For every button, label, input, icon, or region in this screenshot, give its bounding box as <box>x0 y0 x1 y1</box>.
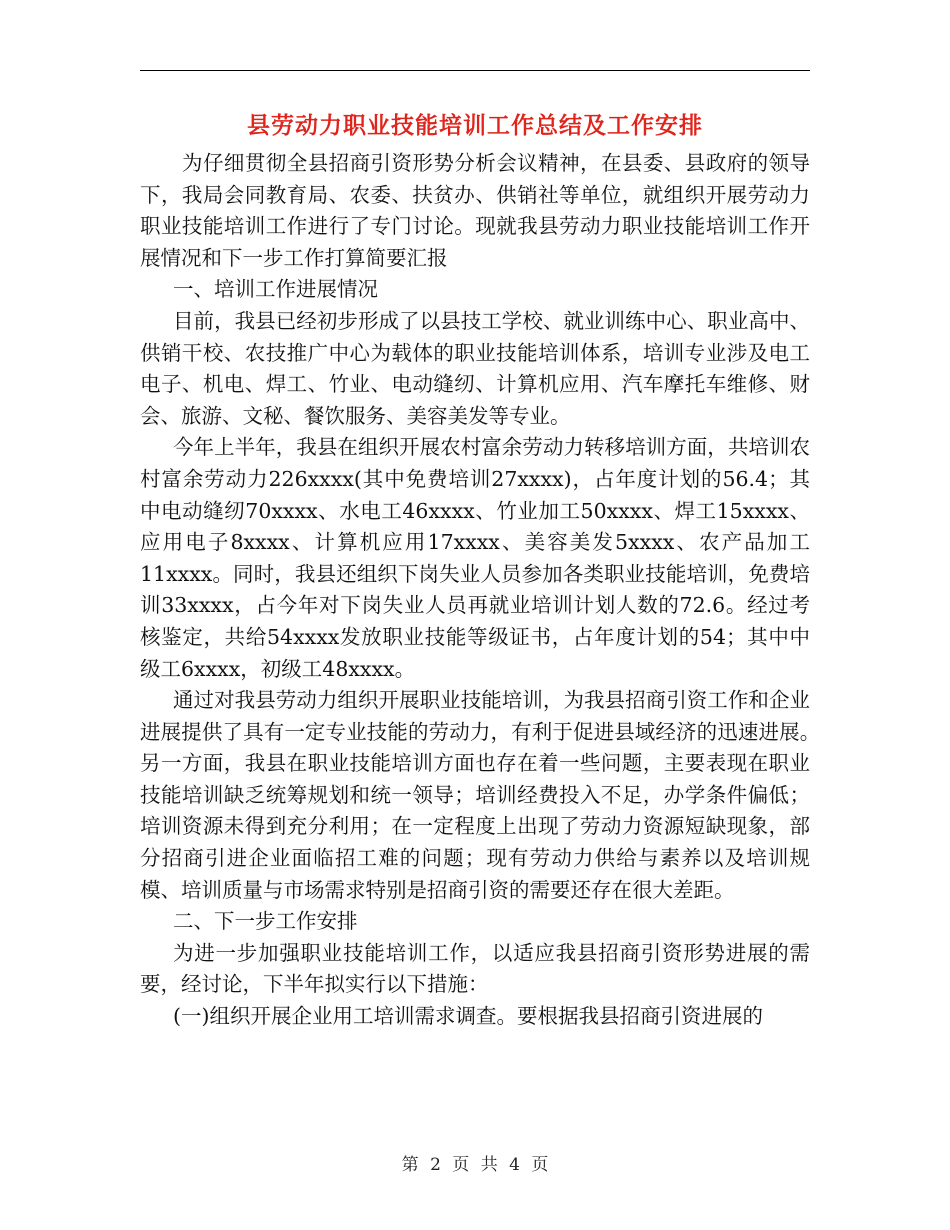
page-number: 第 2 页 共 4 页 <box>401 1155 549 1175</box>
paragraph-training-statistics: 今年上半年，我县在组织开展农村富余劳动力转移培训方面，共培训农村富余劳动力226xxxx(其中免费培训27xxxx)，占年度计划的56.4；其中电动缝纫70xxxx、水电工46xxxx、竹业加工50xxxx、焊工15xxxx、应用电子8xxxx、计算机应用17xxxx、美容美发5xxxx、农产品加工11xxxx。同时，我县还组织下岗失业人员参加各类职业技能培训，免费培训33xxxx，占今年对下岗失业人员再就业培训计划人数的72.6。经过考核鉴定，共给54xxxx发放职业技能等级证书，占年度计划的54；其中中级工6xxxx，初级工48xxxx。 <box>140 435 810 681</box>
paragraph-measures-intro: 为进一步加强职业技能培训工作，以适应我县招商引资形势进展的需要，经讨论，下半年拟实行以下措施： <box>140 940 810 997</box>
paragraph-measure-1: (一)组织开展企业用工培训需求调查。要根据我县招商引资进展的 <box>173 1004 763 1029</box>
document-title: 县劳动力职业技能培训工作总结及工作安排 <box>247 113 703 139</box>
document-body <box>140 148 851 1033</box>
section-heading-1: 一、培训工作进展情况 <box>173 277 378 302</box>
section-heading-2: 二、下一步工作安排 <box>173 909 358 934</box>
header-rule <box>140 70 810 71</box>
paragraph-training-system: 目前，我县已经初步形成了以县技工学校、就业训练中心、职业高中、供销干校、农技推广中心为载体的职业技能培训体系，培训专业涉及电工电子、机电、焊工、竹业、电动缝纫、计算机应用、汽车摩托车维修、财会、旅游、文秘、餐饮服务、美容美发等专业。 <box>140 308 810 428</box>
paragraph-intro: 为仔细贯彻全县招商引资形势分析会议精神，在县委、县政府的领导下，我局会同教育局、农委、扶贫办、供销社等单位，就组织开展劳动力职业技能培训工作进行了专门讨论。现就我县劳动力职业技能培训工作开展情况和下一步工作打算简要汇报 <box>140 151 810 270</box>
paragraph-problems: 通过对我县劳动力组织开展职业技能培训，为我县招商引资工作和企业进展提供了具有一定专业技能的劳动力，有利于促进县域经济的迅速进展。 另一方面，我县在职业技能培训方面也存在着一些问题，主要表现在职业技能培训缺乏统筹规划和统一领导；培训经费投入不足，办学条件偏低；培训资源未得到充分利用；在一定程度上出现了劳动力资源短缺现象，部分招商引进企业面临招工难的问题；现有劳动力供给与素养以及培训规模、培训质量与市场需求特别是招商引资的需要还存在很大差距。 <box>140 688 851 902</box>
